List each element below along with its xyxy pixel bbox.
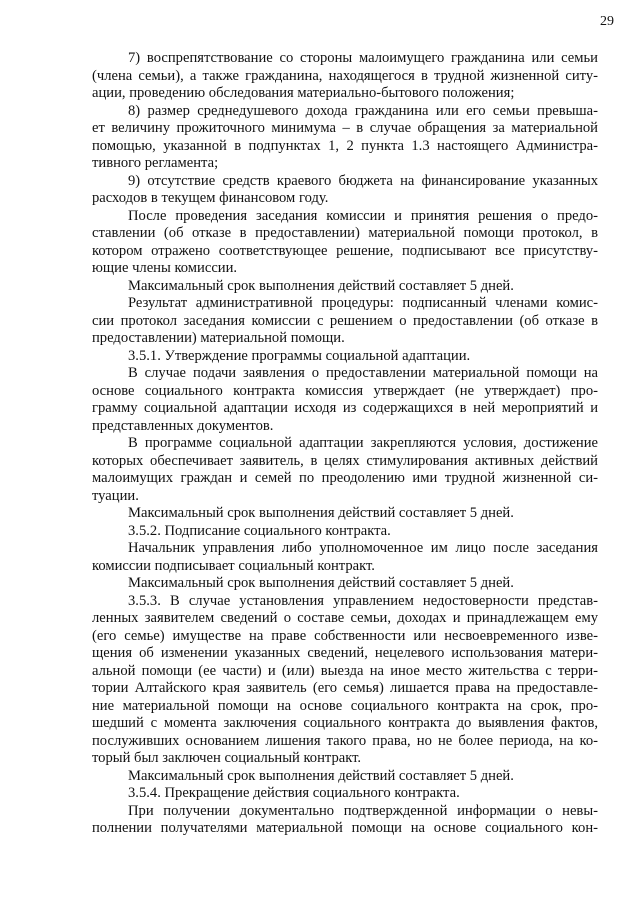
text-line: малоимущих граждан и семей по преодолению ими трудной жизненной си-	[92, 470, 598, 486]
document-body	[92, 50, 598, 838]
paragraph	[92, 505, 598, 523]
text-line: 3.5.4. Прекращение действия социального контракта.	[128, 785, 460, 801]
text-line: (его семье) имуществе на праве собственности или несвоевременного изве-	[92, 627, 598, 644]
text-line: полнении получателями материальной помощи на основе социального кон-	[92, 820, 598, 836]
text-line: представленных документов.	[92, 417, 274, 434]
text-line: Максимальный срок выполнения действий составляет 5 дней.	[128, 505, 514, 521]
text-line: В случае подачи заявления о предоставлении материальной помощи на	[128, 365, 598, 381]
paragraph	[92, 803, 598, 838]
paragraph	[92, 295, 598, 348]
paragraph	[92, 173, 598, 208]
text-line: торый был заключен социальный контракт.	[92, 750, 362, 766]
text-line: шедший с момента заключения социального контракта до выявления фактов,	[92, 715, 598, 731]
text-line: ет величину прожиточного минимума – в случае обращения за материальной	[92, 120, 598, 136]
paragraph	[92, 435, 598, 505]
paragraph	[92, 50, 598, 103]
text-line: Максимальный срок выполнения действий составляет 5 дней.	[128, 575, 514, 591]
text-line: тивного регламента;	[92, 155, 219, 171]
paragraph	[92, 575, 598, 593]
text-line: При получении документально подтвержденной информации о невы-	[128, 802, 598, 819]
paragraph	[92, 208, 598, 278]
text-line: тории Алтайского края заявитель (его семья) лишается права на предоставле-	[92, 680, 598, 696]
text-line: предоставлении) материальной помощи.	[92, 330, 345, 346]
paragraph	[92, 103, 598, 173]
text-line: щения об изменении указанных сведений, нецелевого использования матери-	[92, 645, 598, 661]
text-line: (члена семьи), а также гражданина, находящегося в трудной жизненной ситу-	[92, 67, 598, 84]
text-line: 3.5.2. Подписание социального контракта.	[128, 522, 391, 539]
paragraph	[92, 785, 598, 803]
text-line: туации.	[92, 487, 139, 504]
paragraph	[92, 593, 598, 768]
paragraph	[92, 768, 598, 786]
text-line: помощью, указанной в подпунктах 1, 2 пункта 1.3 настоящего Администра-	[92, 137, 598, 154]
text-line: послуживших основанием лишения такого права, но не более периода, на ко-	[92, 732, 598, 749]
text-line: В программе социальной адаптации закрепляются условия, достижение	[128, 435, 598, 451]
paragraph	[92, 523, 598, 541]
text-line: После проведения заседания комиссии и принятия решения о предо-	[128, 207, 598, 224]
text-line: Максимальный срок выполнения действий составляет 5 дней.	[128, 767, 514, 784]
text-line: расходов в текущем финансовом году.	[92, 190, 329, 206]
text-line: сии протокол заседания комиссии с решением о предоставлении (об отказе в	[92, 312, 598, 329]
text-line: 7) воспрепятствование со стороны малоимущего гражданина или семьи	[128, 50, 598, 66]
text-line: Результат административной процедуры: подписанный членами комис-	[128, 295, 598, 311]
paragraph	[92, 540, 598, 575]
text-line: 9) отсутствие средств краевого бюджета на финансирование указанных	[128, 172, 598, 189]
text-line: ние материальной помощи на основе социального контракта на срок, про-	[92, 697, 598, 714]
text-line: ации, проведению обследования материально-бытового положения;	[92, 85, 515, 101]
text-line: которых обеспечивает заявитель, в целях стимулирования активных действий	[92, 452, 598, 469]
text-line: ющие члены комиссии.	[92, 260, 238, 276]
text-line: Максимальный срок выполнения действий составляет 5 дней.	[128, 277, 514, 294]
text-line: 8) размер среднедушевого дохода гражданина или его семьи превыша-	[128, 102, 598, 119]
page-number: 29	[600, 14, 614, 29]
text-line: комиссии подписывает социальный контракт.	[92, 557, 375, 574]
text-line: 3.5.1. Утверждение программы социальной адаптации.	[128, 347, 471, 364]
text-line: котором отражено соответствующее решение, подписывают все присутству-	[92, 242, 598, 259]
paragraph	[92, 365, 598, 435]
paragraph	[92, 278, 598, 296]
paragraph	[92, 348, 598, 366]
text-line: ленных заявителем сведений о составе семьи, доходах и принадлежащем ему	[92, 610, 598, 626]
text-line: Начальник управления либо уполномоченное им лицо после заседания	[128, 540, 598, 556]
text-line: грамму социальной адаптации исходя из содержащихся в ней мероприятий и	[92, 400, 598, 416]
text-line: альной помощи (ее части) и (или) выезда на иное место жительства с терри-	[92, 662, 598, 679]
text-line: 3.5.3. В случае установления управлением недостоверности представ-	[128, 592, 598, 609]
text-line: ставлении (об отказе в предоставлении) материальной помощи протокол, в	[92, 225, 598, 241]
text-line: основе социального контракта комиссия утверждает (не утверждает) про-	[92, 382, 598, 399]
